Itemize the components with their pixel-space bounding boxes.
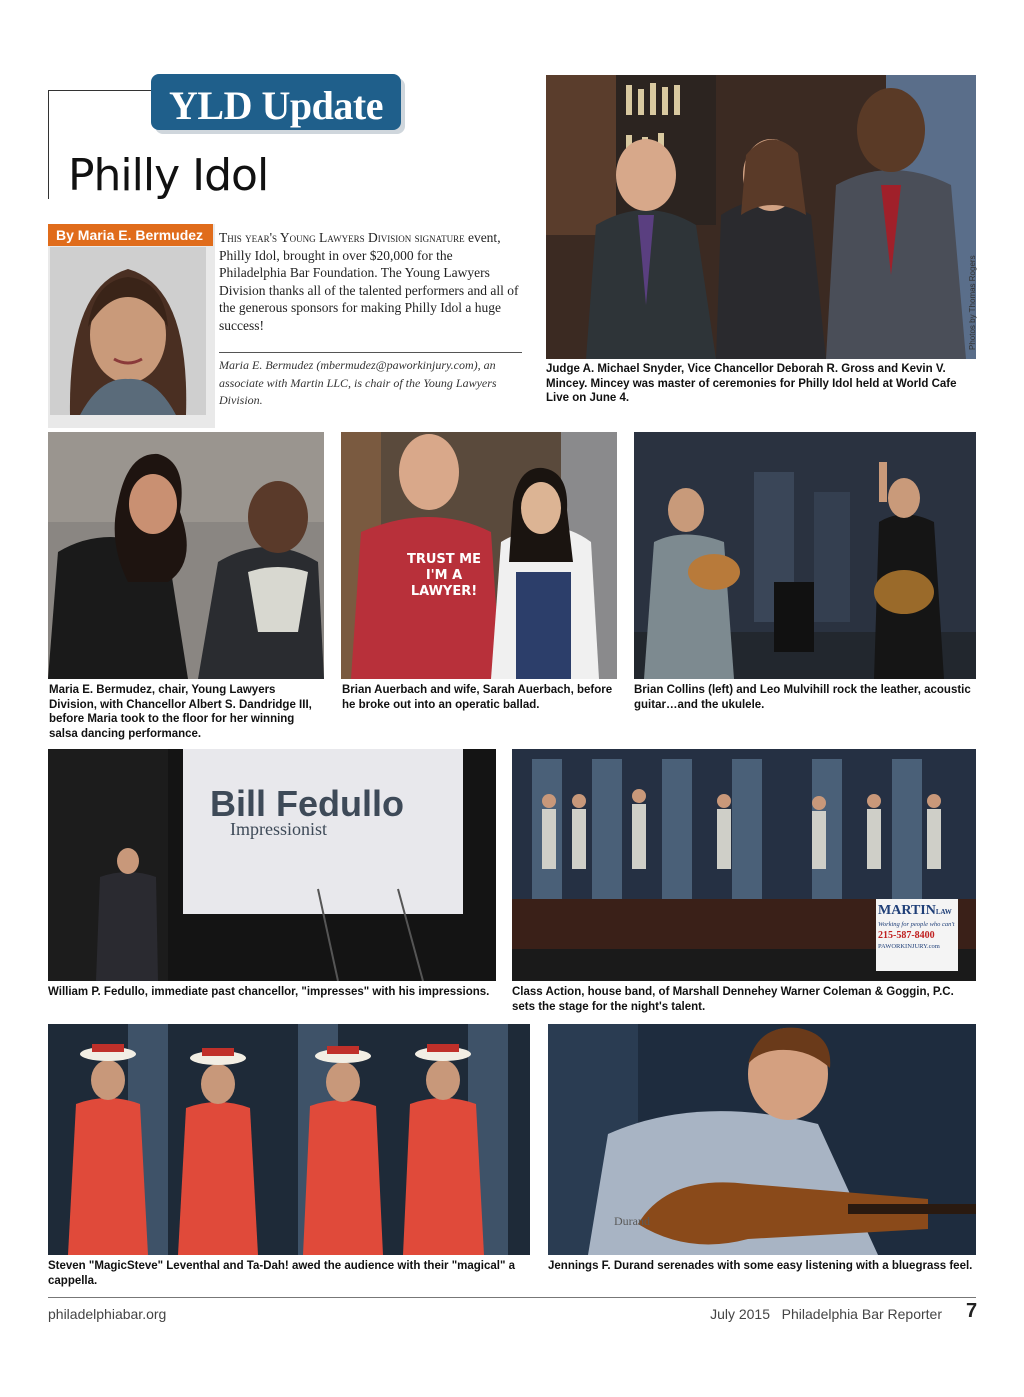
screen-sub: Impressionist bbox=[230, 819, 327, 839]
footer-site[interactable]: philadelphiabar.org bbox=[48, 1306, 167, 1322]
caption-bermudez: Maria E. Bermudez, chair, Young Lawyers Division, with Chancellor Albert S. Dandridge III, before Maria took to the floor for her winning salsa dancing performance. bbox=[49, 684, 312, 740]
author-bio: Maria E. Bermudez (mbermudez@paworkinjury.com), an associate with Martin LLC, is chair of the Young Lawyers Division. bbox=[219, 358, 497, 407]
author-byline: By Maria E. Bermudez bbox=[48, 224, 213, 246]
martin-banner: MARTINLAW Working for people who can't 215-587-8400 PAWORKINJURY.com bbox=[878, 903, 955, 950]
bio-divider bbox=[219, 352, 522, 353]
caption-auerbach: Brian Auerbach and wife, Sarah Auerbach, before he broke out into an operatic ballad. bbox=[342, 684, 613, 711]
section-tag: YLD Update bbox=[169, 83, 383, 128]
intro-paragraph bbox=[219, 229, 519, 334]
caption-collins: Brian Collins (left) and Leo Mulvihill rock the leather, acoustic guitar…and the ukulele. bbox=[634, 684, 971, 711]
photo-credit: Photos by Thomas Rogers bbox=[968, 255, 977, 350]
caption-fedullo: William P. Fedullo, immediate past chancellor, "impresses" with his impressions. bbox=[48, 986, 490, 998]
photo-auerbach bbox=[341, 432, 617, 679]
caption-classaction: Class Action, house band, of Marshall Dennehey Warner Coleman & Goggin, P.C. sets the stage for the night's talent. bbox=[512, 986, 954, 1013]
caption-judges: Judge A. Michael Snyder, Vice Chancellor Deborah R. Gross and Kevin V. Mincey. Mincey was master of ceremonies for Philly Idol held at World Cafe Live on June 4. bbox=[546, 363, 957, 404]
footer-divider bbox=[48, 1297, 976, 1298]
photo-magicsteve bbox=[48, 1024, 530, 1255]
photo-collins bbox=[634, 432, 976, 679]
photo-classaction bbox=[512, 749, 976, 981]
photo-durand bbox=[548, 1024, 976, 1255]
intro-lead: This year's Young Lawyers Division signature bbox=[219, 230, 465, 245]
page-title: Philly Idol bbox=[68, 150, 269, 201]
photo-judges bbox=[546, 75, 976, 359]
section-tag-box bbox=[151, 74, 401, 130]
screen-name: Bill Fedullo bbox=[210, 783, 404, 824]
photo-fedullo bbox=[48, 749, 496, 981]
footer-issue: July 2015 Philadelphia Bar Reporter bbox=[710, 1306, 942, 1322]
intro-body: event, Philly Idol, brought in over $20,000 for the Philadelphia Bar Foundation. The Young Lawyers Division thanks all of the talented performers and all of the generous sponsors for making Philly Idol a huge success! bbox=[219, 230, 519, 333]
page-number: 7 bbox=[966, 1300, 978, 1322]
caption-durand: Jennings F. Durand serenades with some easy listening with a bluegrass feel. bbox=[548, 1260, 973, 1272]
caption-magicsteve: Steven "MagicSteve" Leventhal and Ta-Dah! awed the audience with their "magical" a cappella. bbox=[48, 1260, 516, 1287]
author-headshot bbox=[50, 247, 206, 415]
photo-bermudez bbox=[48, 432, 324, 679]
shirt-text: TRUST ME I'M A LAWYER! bbox=[406, 552, 481, 599]
guitar-label: Durand bbox=[614, 1214, 650, 1228]
